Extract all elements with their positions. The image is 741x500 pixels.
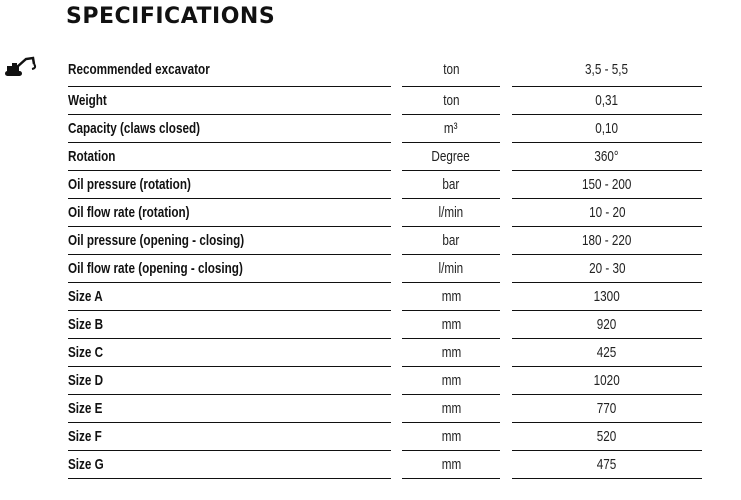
spec-value: 1020 [593, 372, 621, 389]
spec-value-cell [512, 87, 702, 115]
table-row [68, 171, 702, 199]
spec-label-cell [68, 171, 391, 199]
spec-unit-cell [402, 171, 500, 199]
spec-label-cell [68, 255, 391, 283]
spec-unit: l/min [438, 260, 464, 277]
spec-unit-cell [402, 395, 500, 423]
table-row [68, 311, 702, 339]
table-row [68, 227, 702, 255]
table-row [68, 423, 702, 451]
spec-unit-cell [402, 451, 500, 479]
spec-unit: ton [442, 92, 460, 109]
table-row [68, 115, 702, 143]
table-row [68, 143, 702, 171]
spec-label: Weight [68, 92, 107, 109]
spec-value-cell [512, 199, 702, 227]
spec-unit-cell [402, 199, 500, 227]
spec-unit: mm [441, 288, 461, 305]
spec-value-cell [512, 367, 702, 395]
spec-label: Capacity (claws closed) [68, 120, 201, 137]
spec-unit-cell [402, 227, 500, 255]
spec-unit: l/min [438, 204, 464, 221]
spec-label-cell [68, 311, 391, 339]
spec-unit-cell [402, 283, 500, 311]
spec-unit-cell [402, 255, 500, 283]
spec-value-cell [512, 423, 702, 451]
spec-value-cell [512, 143, 702, 171]
spec-value-cell [512, 339, 702, 367]
spec-value-cell [512, 255, 702, 283]
excavator-icon [4, 56, 38, 83]
specifications-table [68, 53, 702, 479]
spec-value-cell [512, 395, 702, 423]
table-row [68, 339, 702, 367]
spec-label: Size A [68, 288, 103, 305]
spec-label: Oil flow rate (opening - closing) [68, 260, 243, 277]
spec-value: 180 - 220 [582, 232, 632, 249]
spec-unit-cell [402, 87, 500, 115]
spec-label: Oil flow rate (rotation) [68, 204, 190, 221]
spec-value-cell [512, 311, 702, 339]
spec-unit: Degree [431, 148, 471, 165]
spec-label-cell [68, 53, 391, 87]
spec-value: 10 - 20 [588, 204, 626, 221]
spec-value-cell [512, 451, 702, 479]
spec-label-cell [68, 423, 391, 451]
spec-label-cell [68, 451, 391, 479]
spec-unit: m³ [444, 120, 458, 137]
spec-unit-cell [402, 339, 500, 367]
spec-value: 425 [597, 344, 617, 361]
table-row [68, 87, 702, 115]
spec-label: Size G [68, 456, 104, 473]
spec-unit: mm [441, 428, 461, 445]
spec-value: 20 - 30 [588, 260, 626, 277]
spec-value: 0,10 [595, 120, 619, 137]
spec-label-cell [68, 87, 391, 115]
spec-label: Oil pressure (opening - closing) [68, 232, 245, 249]
spec-label: Size C [68, 344, 104, 361]
spec-label: Size D [68, 372, 104, 389]
spec-value: 3,5 - 5,5 [585, 61, 629, 78]
table-row [68, 367, 702, 395]
spec-unit: mm [441, 344, 461, 361]
spec-label: Rotation [68, 148, 116, 165]
spec-label-cell [68, 199, 391, 227]
spec-unit-cell [402, 143, 500, 171]
spec-unit-cell [402, 115, 500, 143]
spec-value-cell [512, 283, 702, 311]
table-row [68, 255, 702, 283]
spec-label-cell [68, 395, 391, 423]
spec-unit-cell [402, 367, 500, 395]
spec-value: 1300 [593, 288, 621, 305]
spec-value: 520 [597, 428, 617, 445]
spec-label-cell [68, 227, 391, 255]
spec-unit-cell [402, 53, 500, 87]
page-title: SPECIFICATIONS [66, 4, 276, 29]
spec-unit: bar [442, 232, 460, 249]
spec-value: 360° [594, 148, 620, 165]
spec-unit: bar [442, 176, 460, 193]
spec-value: 150 - 200 [582, 176, 632, 193]
spec-value: 0,31 [595, 92, 619, 109]
spec-unit-cell [402, 423, 500, 451]
spec-label: Recommended excavator [68, 61, 210, 78]
spec-value: 920 [597, 316, 617, 333]
spec-value-cell [512, 53, 702, 87]
spec-value-cell [512, 171, 702, 199]
table-row [68, 199, 702, 227]
spec-unit: mm [441, 456, 461, 473]
spec-label: Size F [68, 428, 102, 445]
table-row [68, 395, 702, 423]
spec-label-cell [68, 115, 391, 143]
spec-unit: mm [441, 400, 461, 417]
table-row [68, 53, 702, 87]
spec-value: 770 [597, 400, 617, 417]
spec-label-cell [68, 339, 391, 367]
spec-value: 475 [597, 456, 617, 473]
spec-label: Size B [68, 316, 104, 333]
spec-value-cell [512, 115, 702, 143]
spec-unit: mm [441, 372, 461, 389]
spec-label: Size E [68, 400, 103, 417]
spec-unit: ton [442, 61, 460, 78]
spec-label: Oil pressure (rotation) [68, 176, 191, 193]
table-row [68, 451, 702, 479]
table-row [68, 283, 702, 311]
spec-value-cell [512, 227, 702, 255]
spec-label-cell [68, 283, 391, 311]
spec-unit-cell [402, 311, 500, 339]
spec-label-cell [68, 367, 391, 395]
spec-label-cell [68, 143, 391, 171]
spec-unit: mm [441, 316, 461, 333]
